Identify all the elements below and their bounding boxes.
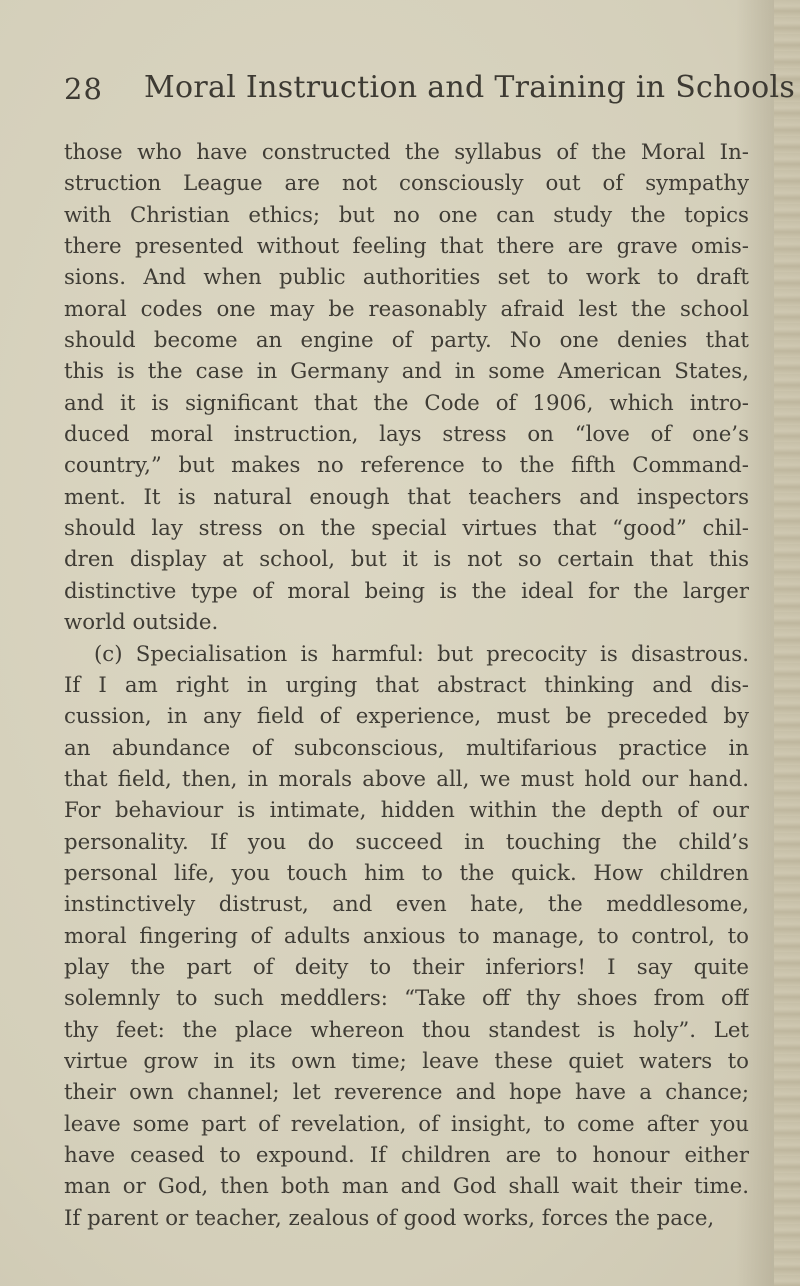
text-line: this is the case in Germany and in some American States,	[64, 359, 749, 385]
text-line: instinctively distrust, and even hate, the meddlesome,	[64, 892, 749, 918]
text-line: ment. It is natural enough that teachers and inspectors	[64, 484, 749, 510]
text-line: virtue grow in its own time; leave these quiet waters to	[64, 1048, 749, 1074]
body-text	[64, 137, 749, 1234]
text-line: should become an engine of party. No one denies that	[64, 328, 749, 354]
text-line: an abundance of subconscious, multifarious practice in	[64, 735, 749, 761]
text-line: (c) Specialisation is harmful: but precocity is disastrous.	[94, 641, 749, 667]
running-title: Moral Instruction and Training in Schools	[144, 70, 796, 105]
text-line: sions. And when public authorities set to work to draft	[64, 265, 749, 291]
text-line: If I am right in urging that abstract thinking and dis-	[64, 672, 749, 698]
text-line: duced moral instruction, lays stress on “love of one’s	[64, 422, 749, 448]
text-line: leave some part of revelation, of insight, to come after you	[64, 1111, 749, 1137]
text-line: moral fingering of adults anxious to manage, to control, to	[64, 923, 749, 949]
running-header	[64, 64, 796, 116]
text-line: thy feet: the place whereon thou standest is holy”. Let	[64, 1017, 749, 1043]
text-line: personal life, you touch him to the quick. How children	[64, 860, 749, 886]
text-line: country,” but makes no reference to the fifth Command-	[64, 453, 749, 479]
text-line: personality. If you do succeed in touching the child’s	[64, 829, 749, 855]
text-line: there presented without feeling that there are grave omis-	[64, 234, 749, 260]
text-line: and it is significant that the Code of 1906, which intro-	[64, 390, 749, 416]
text-line: that field, then, in morals above all, we must hold our hand.	[64, 766, 749, 792]
text-line: play the part of deity to their inferiors! I say quite	[64, 954, 749, 980]
text-line: with Christian ethics; but no one can study the topics	[64, 202, 749, 228]
text-line: distinctive type of moral being is the ideal for the larger	[64, 578, 749, 604]
text-line: dren display at school, but it is not so certain that this	[64, 547, 749, 573]
text-line: have ceased to expound. If children are to honour either	[64, 1143, 749, 1168]
text-line: For behaviour is intimate, hidden within the depth of our	[64, 798, 749, 824]
text-line: man or God, then both man and God shall wait their time.	[64, 1174, 749, 1200]
text-line: cussion, in any field of experience, must be preceded by	[64, 704, 749, 730]
text-line: world outside.	[64, 610, 219, 636]
text-line: should lay stress on the special virtues that “good” chil-	[64, 516, 749, 542]
page-edge	[774, 0, 800, 1286]
text-line: their own channel; let reverence and hope have a chance;	[64, 1080, 749, 1106]
page-number: 28	[64, 72, 103, 106]
text-line: those who have constructed the syllabus of the Moral In-	[64, 140, 749, 165]
text-line: solemnly to such meddlers: “Take off thy shoes from off	[64, 986, 749, 1012]
text-line: struction League are not consciously out of sympathy	[64, 171, 749, 197]
text-line: moral codes one may be reasonably afraid lest the school	[64, 296, 749, 322]
text-line: If parent or teacher, zealous of good works, forces the pace,	[64, 1205, 715, 1231]
